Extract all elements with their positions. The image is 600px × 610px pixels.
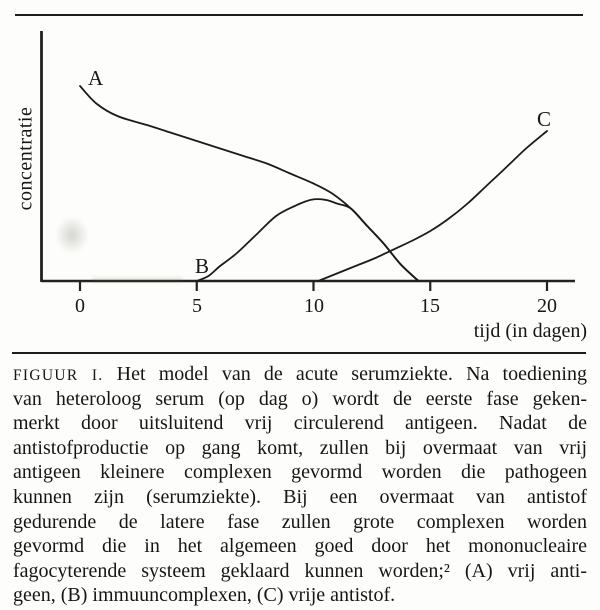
curve-b: [197, 199, 419, 281]
curve-a: [80, 86, 419, 281]
caption-line-8: gevormd die in het algemeen goed door het mononucleaire: [13, 535, 587, 558]
x-tick-label-20: 20: [537, 295, 557, 317]
x-tick-label-10: 10: [304, 295, 324, 317]
caption-line-9: fagocyterende systeem geklaard kunnen worden;² (A) vrij anti-: [13, 559, 587, 582]
x-axis-label: tijd (in dagen): [473, 320, 587, 342]
caption-line-7: gedurende de latere fase zullen grote complexen worden: [13, 510, 587, 533]
caption-line-6: kunnen zijn (serumziekte). Bij een overmaat van antistof: [13, 485, 587, 508]
caption-line-2: van heteroloog serum (op dag o) wordt de eerste fase geken-: [13, 387, 587, 410]
caption-line-10: geen, (B) immuuncomplexen, (C) vrije antistof.: [13, 584, 396, 607]
curve-label-b: B: [195, 254, 210, 278]
caption-line-4: antistofproductie op gang komt, zullen bij overmaat van vrij: [13, 436, 587, 459]
caption-line-3: merkt door uitsluitend vrij circulerend antigeen. Nadat de: [13, 412, 587, 435]
curve-label-a: A: [88, 66, 104, 90]
y-axis-label: concentratie: [14, 106, 37, 211]
x-tick-label-0: 0: [75, 295, 85, 317]
x-tick-label-5: 5: [192, 295, 202, 317]
curve-c: [318, 131, 547, 281]
caption-line-5: antigeen kleinere complexen gevormd worden die pathogeen: [13, 461, 587, 484]
caption-line-1: [13, 362, 587, 387]
figure-number-label: FIGUUR I.: [13, 367, 104, 384]
separator-rule: [12, 352, 586, 354]
figure-caption: [13, 362, 587, 608]
curve-label-c: C: [537, 107, 552, 131]
caption-line-1-text: Het model van de acute serumziekte. Na toediening: [116, 363, 587, 385]
x-tick-label-15: 15: [420, 295, 440, 317]
